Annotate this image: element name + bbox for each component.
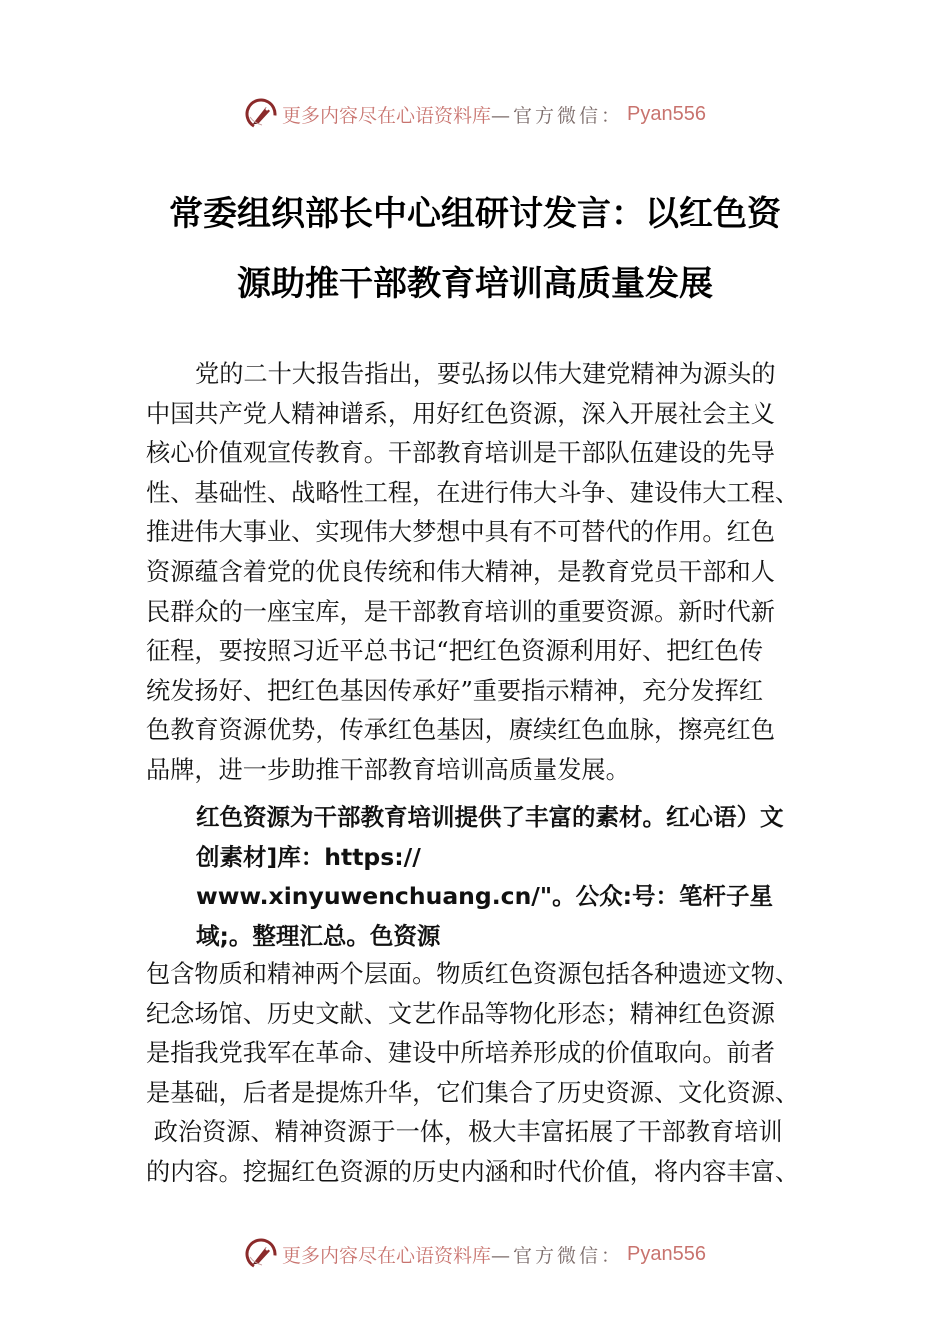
paragraph-line: 征程，要按照习近平总书记“把红色资源利用好、把红色传 xyxy=(146,637,764,666)
header-watermark-banner xyxy=(0,94,950,134)
paragraph-line: 是基础，后者是提炼升华，它们集合了历史资源、文化资源、 xyxy=(146,1078,800,1107)
banner-wechat-id: Pyan556 xyxy=(627,1242,706,1265)
paragraph-line: 性、基础性、战略性工程，在进行伟大斗争、建设伟大工程、 xyxy=(146,478,800,507)
heading-line-url: www.xinyuwenchuang.cn/"。公众:号：笔杆子星 xyxy=(196,882,774,911)
body-paragraph-1 xyxy=(146,355,808,791)
section-heading-bold xyxy=(196,798,846,956)
footer-watermark-banner xyxy=(0,1234,950,1274)
paragraph-line: 资源蕴含着党的优良传统和伟大精神，是教育党员干部和人 xyxy=(146,557,775,586)
pen-nib-logo-icon xyxy=(244,97,278,131)
paragraph-line: 统发扬好、把红色基因传承好”重要指示精神，充分发挥红 xyxy=(146,676,764,705)
heading-line: 域;。整理汇总。色资源 xyxy=(196,921,441,950)
banner-wechat-label: —官方微信： xyxy=(491,104,624,127)
paragraph-line: 的内容。挖掘红色资源的历史内涵和时代价值，将内容丰富、 xyxy=(146,1157,800,1186)
paragraph-line: 核心价值观宣传教育。干部教育培训是干部队伍建设的先导 xyxy=(146,439,775,468)
heading-line: 红色资源为干部教育培训提供了丰富的素材。红心语）文 xyxy=(196,803,784,831)
document-title-line-1: 常委组织部长中心组研讨发言：以红色资 xyxy=(169,194,781,234)
paragraph-line: 民群众的一座宝库，是干部教育培训的重要资源。新时代新 xyxy=(146,597,775,626)
paragraph-line: 纪念场馆、历史文献、文艺作品等物化形态；精神红色资源 xyxy=(146,999,775,1028)
paragraph-line: 品牌，进一步助推干部教育培训高质量发展。 xyxy=(146,755,630,784)
paragraph-line: 色教育资源优势，传承红色基因，赓续红色血脉，擦亮红色 xyxy=(146,716,775,745)
banner-wechat-label: —官方微信： xyxy=(491,1244,624,1267)
paragraph-line: 是指我党我军在革命、建设中所培养形成的价值取向。前者 xyxy=(146,1039,775,1068)
banner-library-text: 更多内容尽在心语资料库 xyxy=(282,104,492,127)
paragraph-line: 政治资源、精神资源于一体，极大丰富拓展了干部教育培训 xyxy=(146,1118,783,1147)
paragraph-line: 中国共产党人精神谱系，用好红色资源，深入开展社会主义 xyxy=(146,399,775,428)
paragraph-line: 党的二十大报告指出，要弘扬以伟大建党精神为源头的 xyxy=(195,360,776,388)
banner-library-text: 更多内容尽在心语资料库 xyxy=(282,1244,492,1267)
document-title-line-2: 源助推干部教育培训高质量发展 xyxy=(237,264,713,304)
body-paragraph-2 xyxy=(146,955,808,1193)
pen-nib-logo-icon xyxy=(244,1237,278,1271)
paragraph-line: 推进伟大事业、实现伟大梦想中具有不可替代的作用。红色 xyxy=(146,518,775,547)
paragraph-line: 包含物质和精神两个层面。物质红色资源包括各种遗迹文物、 xyxy=(146,960,800,988)
banner-wechat-id: Pyan556 xyxy=(627,102,706,125)
heading-line: 创素材]库：https:// xyxy=(196,842,421,871)
